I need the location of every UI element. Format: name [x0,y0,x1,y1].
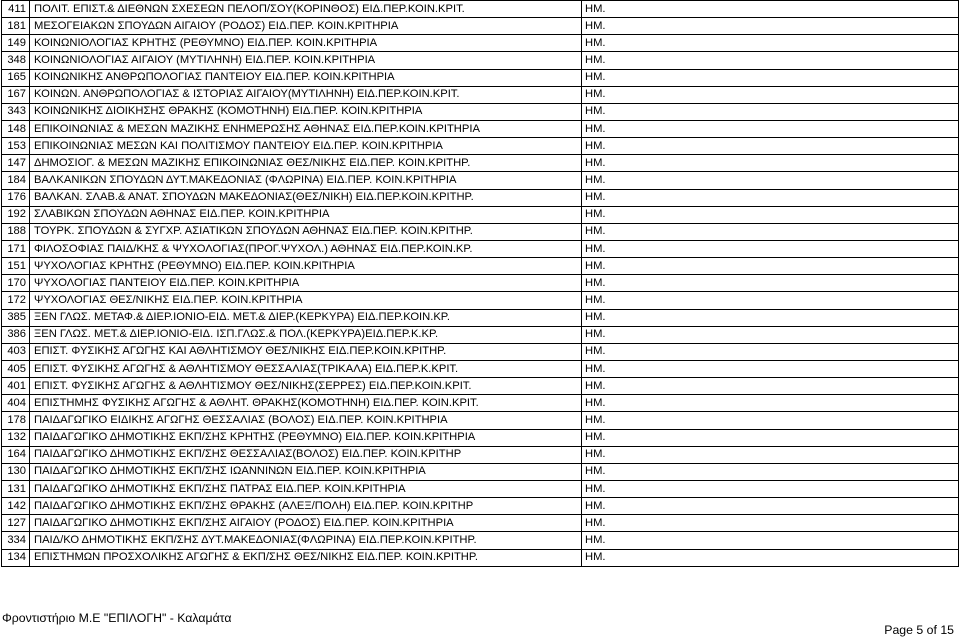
department-code: 385 [2,309,30,326]
department-name: ΕΠΙΣΤ. ΦΥΣΙΚΗΣ ΑΓΩΓΗΣ & ΑΘΛΗΤΙΣΜΟΥ ΘΕΣΣΑΛΙΑΣ(ΤΡΙΚΑΛΑ) ΕΙΔ.ΠΕΡ.Κ.ΚΡΙΤ. [30,360,582,377]
department-name: ΠΟΛΙΤ. ΕΠΙΣΤ.& ΔΙΕΘΝΩΝ ΣΧΕΣΕΩΝ ΠΕΛΟΠ/ΣΟΥ(ΚΟΡΙΝΘΟΣ) ΕΙΔ.ΠΕΡ.ΚΟΙΝ.ΚΡΙΤ. [30,1,582,18]
department-note: ΗΜ. [582,549,959,566]
department-name: ΕΠΙΚΟΙΝΩΝΙΑΣ & ΜΕΣΩΝ ΜΑΖΙΚΗΣ ΕΝΗΜΕΡΩΣΗΣ ΑΘΗΝΑΣ ΕΙΔ.ΠΕΡ.ΚΟΙΝ.ΚΡΙΤΗΡΙΑ [30,120,582,137]
table-row [2,326,959,343]
department-name: ΕΠΙΣΤΗΜΗΣ ΦΥΣΙΚΗΣ ΑΓΩΓΗΣ & ΑΘΛΗΤ. ΘΡΑΚΗΣ(ΚΟΜΟΤΗΝΗ) ΕΙΔ.ΠΕΡ. ΚΟΙΝ.ΚΡΙΤ. [30,395,582,412]
department-note: ΗΜ. [582,446,959,463]
table-row [2,155,959,172]
table-row [2,446,959,463]
department-name: ΠΑΙΔΑΓΩΓΙΚΟ ΔΗΜΟΤΙΚΗΣ ΕΚΠ/ΣΗΣ ΙΩΑΝΝΙΝΩΝ ΕΙΔ.ΠΕΡ. ΚΟΙΝ.ΚΡΙΤΗΡΙΑ [30,463,582,480]
department-code: 147 [2,155,30,172]
table-row [2,223,959,240]
department-name: ΞΕΝ ΓΛΩΣ. ΜΕΤ.& ΔΙΕΡ.ΙΟΝΙΟ-ΕΙΔ. ΙΣΠ.ΓΛΩΣ.& ΠΟΛ.(ΚΕΡΚΥΡΑ)ΕΙΔ.ΠΕΡ.Κ.ΚΡ. [30,326,582,343]
department-code: 164 [2,446,30,463]
table-row [2,52,959,69]
department-name: ΕΠΙΣΤ. ΦΥΣΙΚΗΣ ΑΓΩΓΗΣ & ΑΘΛΗΤΙΣΜΟΥ ΘΕΣ/ΝΙΚΗΣ(ΣΕΡΡΕΣ) ΕΙΔ.ΠΕΡ.ΚΟΙΝ.ΚΡΙΤ. [30,378,582,395]
department-note: ΗΜ. [582,498,959,515]
table-row [2,206,959,223]
table-row [2,463,959,480]
department-code: 171 [2,240,30,257]
department-code: 134 [2,549,30,566]
department-note: ΗΜ. [582,378,959,395]
department-note: ΗΜ. [582,326,959,343]
department-note: ΗΜ. [582,103,959,120]
department-note: ΗΜ. [582,463,959,480]
department-name: ΠΑΙΔΑΓΩΓΙΚΟ ΔΗΜΟΤΙΚΗΣ ΕΚΠ/ΣΗΣ ΠΑΤΡΑΣ ΕΙΔ.ΠΕΡ. ΚΟΙΝ.ΚΡΙΤΗΡΙΑ [30,480,582,497]
department-code: 334 [2,532,30,549]
department-name: ΤΟΥΡΚ. ΣΠΟΥΔΩΝ & ΣΥΓΧΡ. ΑΣΙΑΤΙΚΩΝ ΣΠΟΥΔΩΝ ΑΘΗΝΑΣ ΕΙΔ.ΠΕΡ. ΚΟΙΝ.ΚΡΙΤΗΡ. [30,223,582,240]
department-code: 172 [2,292,30,309]
table-row [2,275,959,292]
department-code: 348 [2,52,30,69]
department-note: ΗΜ. [582,155,959,172]
department-code: 142 [2,498,30,515]
department-name: ΕΠΙΚΟΙΝΩΝΙΑΣ ΜΕΣΩΝ ΚΑΙ ΠΟΛΙΤΙΣΜΟΥ ΠΑΝΤΕΙΟΥ ΕΙΔ.ΠΕΡ. ΚΟΙΝ.ΚΡΙΤΗΡΙΑ [30,138,582,155]
table-row [2,395,959,412]
table-row [2,138,959,155]
table-row [2,343,959,360]
table-row [2,515,959,532]
table-row [2,240,959,257]
table-row [2,103,959,120]
department-name: ΣΛΑΒΙΚΩΝ ΣΠΟΥΔΩΝ ΑΘΗΝΑΣ ΕΙΔ.ΠΕΡ. ΚΟΙΝ.ΚΡΙΤΗΡΙΑ [30,206,582,223]
department-note: ΗΜ. [582,309,959,326]
table-row [2,549,959,566]
department-name: ΚΟΙΝΩΝ. ΑΝΘΡΩΠΟΛΟΓΙΑΣ & ΙΣΤΟΡΙΑΣ ΑΙΓΑΙΟΥ(ΜΥΤΙΛΗΝΗ) ΕΙΔ.ΠΕΡ.ΚΟΙΝ.ΚΡΙΤ. [30,86,582,103]
department-note: ΗΜ. [582,258,959,275]
department-code: 181 [2,18,30,35]
department-note: ΗΜ. [582,532,959,549]
department-code: 176 [2,189,30,206]
department-name: ΨΥΧΟΛΟΓΙΑΣ ΘΕΣ/ΝΙΚΗΣ ΕΙΔ.ΠΕΡ. ΚΟΙΝ.ΚΡΙΤΗΡΙΑ [30,292,582,309]
department-code: 151 [2,258,30,275]
table-row [2,498,959,515]
department-code: 170 [2,275,30,292]
department-note: ΗΜ. [582,429,959,446]
department-name: ΕΠΙΣΤ. ΦΥΣΙΚΗΣ ΑΓΩΓΗΣ ΚΑΙ ΑΘΛΗΤΙΣΜΟΥ ΘΕΣ/ΝΙΚΗΣ ΕΙΔ.ΠΕΡ.ΚΟΙΝ.ΚΡΙΤΗΡ. [30,343,582,360]
footer-school-name: Φροντιστήριο Μ.Ε "ΕΠΙΛΟΓΗ" - Καλαμάτα [2,611,232,625]
table-row [2,18,959,35]
table-row [2,480,959,497]
table-row [2,258,959,275]
department-code: 148 [2,120,30,137]
department-note: ΗΜ. [582,120,959,137]
table-row [2,189,959,206]
department-name: ΠΑΙΔ/ΚΟ ΔΗΜΟΤΙΚΗΣ ΕΚΠ/ΣΗΣ ΔΥΤ.ΜΑΚΕΔΟΝΙΑΣ(ΦΛΩΡΙΝΑ) ΕΙΔ.ΠΕΡ.ΚΟΙΝ.ΚΡΙΤΗΡ. [30,532,582,549]
department-note: ΗΜ. [582,189,959,206]
department-code: 167 [2,86,30,103]
department-code: 403 [2,343,30,360]
department-name: ΔΗΜΟΣΙΟΓ. & ΜΕΣΩΝ ΜΑΖΙΚΗΣ ΕΠΙΚΟΙΝΩΝΙΑΣ ΘΕΣ/ΝΙΚΗΣ ΕΙΔ.ΠΕΡ. ΚΟΙΝ.ΚΡΙΤΗΡ. [30,155,582,172]
department-code: 405 [2,360,30,377]
department-code: 149 [2,35,30,52]
table-row [2,120,959,137]
department-note: ΗΜ. [582,18,959,35]
table-row [2,378,959,395]
department-note: ΗΜ. [582,412,959,429]
department-name: ΠΑΙΔΑΓΩΓΙΚΟ ΔΗΜΟΤΙΚΗΣ ΕΚΠ/ΣΗΣ ΑΙΓΑΙΟΥ (ΡΟΔΟΣ) ΕΙΔ.ΠΕΡ. ΚΟΙΝ.ΚΡΙΤΗΡΙΑ [30,515,582,532]
department-note: ΗΜ. [582,395,959,412]
department-name: ΠΑΙΔΑΓΩΓΙΚΟ ΔΗΜΟΤΙΚΗΣ ΕΚΠ/ΣΗΣ ΘΡΑΚΗΣ (ΑΛΕΞ/ΠΟΛΗ) ΕΙΔ.ΠΕΡ. ΚΟΙΝ.ΚΡΙΤΗΡ [30,498,582,515]
department-note: ΗΜ. [582,1,959,18]
department-name: ΦΙΛΟΣΟΦΙΑΣ ΠΑΙΔ/ΚΗΣ & ΨΥΧΟΛΟΓΙΑΣ(ΠΡΟΓ.ΨΥΧΟΛ.) ΑΘΗΝΑΣ ΕΙΔ.ΠΕΡ.ΚΟΙΝ.ΚΡ. [30,240,582,257]
departments-table-body [2,1,959,567]
department-name: ΜΕΣΟΓΕΙΑΚΩΝ ΣΠΟΥΔΩΝ ΑΙΓΑΙΟΥ (ΡΟΔΟΣ) ΕΙΔ.ΠΕΡ. ΚΟΙΝ.ΚΡΙΤΗΡΙΑ [30,18,582,35]
department-code: 404 [2,395,30,412]
department-note: ΗΜ. [582,206,959,223]
table-row [2,292,959,309]
footer-page-number: Page 5 of 15 [884,623,954,637]
department-name: ΚΟΙΝΩΝΙΚΗΣ ΑΝΘΡΩΠΟΛΟΓΙΑΣ ΠΑΝΤΕΙΟΥ ΕΙΔ.ΠΕΡ. ΚΟΙΝ.ΚΡΙΤΗΡΙΑ [30,69,582,86]
department-name: ΠΑΙΔΑΓΩΓΙΚΟ ΕΙΔΙΚΗΣ ΑΓΩΓΗΣ ΘΕΣΣΑΛΙΑΣ (ΒΟΛΟΣ) ΕΙΔ.ΠΕΡ. ΚΟΙΝ.ΚΡΙΤΗΡΙΑ [30,412,582,429]
department-note: ΗΜ. [582,275,959,292]
department-code: 401 [2,378,30,395]
departments-table [1,0,959,567]
department-note: ΗΜ. [582,69,959,86]
table-row [2,35,959,52]
department-code: 165 [2,69,30,86]
department-code: 132 [2,429,30,446]
department-note: ΗΜ. [582,223,959,240]
table-row [2,309,959,326]
table-row [2,532,959,549]
department-code: 411 [2,1,30,18]
department-note: ΗΜ. [582,360,959,377]
department-note: ΗΜ. [582,515,959,532]
department-name: ΨΥΧΟΛΟΓΙΑΣ ΚΡΗΤΗΣ (ΡΕΘΥΜΝΟ) ΕΙΔ.ΠΕΡ. ΚΟΙΝ.ΚΡΙΤΗΡΙΑ [30,258,582,275]
department-name: ΚΟΙΝΩΝΙΟΛΟΓΙΑΣ ΑΙΓΑΙΟΥ (ΜΥΤΙΛΗΝΗ) ΕΙΔ.ΠΕΡ. ΚΟΙΝ.ΚΡΙΤΗΡΙΑ [30,52,582,69]
department-note: ΗΜ. [582,86,959,103]
department-note: ΗΜ. [582,343,959,360]
table-row [2,172,959,189]
department-note: ΗΜ. [582,52,959,69]
department-code: 188 [2,223,30,240]
department-code: 386 [2,326,30,343]
department-name: ΨΥΧΟΛΟΓΙΑΣ ΠΑΝΤΕΙΟΥ ΕΙΔ.ΠΕΡ. ΚΟΙΝ.ΚΡΙΤΗΡΙΑ [30,275,582,292]
table-row [2,69,959,86]
department-name: ΚΟΙΝΩΝΙΟΛΟΓΙΑΣ ΚΡΗΤΗΣ (ΡΕΘΥΜΝΟ) ΕΙΔ.ΠΕΡ. ΚΟΙΝ.ΚΡΙΤΗΡΙΑ [30,35,582,52]
department-note: ΗΜ. [582,138,959,155]
department-note: ΗΜ. [582,35,959,52]
table-row [2,360,959,377]
department-note: ΗΜ. [582,480,959,497]
department-note: ΗΜ. [582,292,959,309]
table-row [2,429,959,446]
table-row [2,1,959,18]
department-name: ΠΑΙΔΑΓΩΓΙΚΟ ΔΗΜΟΤΙΚΗΣ ΕΚΠ/ΣΗΣ ΘΕΣΣΑΛΙΑΣ(ΒΟΛΟΣ) ΕΙΔ.ΠΕΡ. ΚΟΙΝ.ΚΡΙΤΗΡ [30,446,582,463]
department-name: ΒΑΛΚΑΝ. ΣΛΑΒ.& ΑΝΑΤ. ΣΠΟΥΔΩΝ ΜΑΚΕΔΟΝΙΑΣ(ΘΕΣ/ΝΙΚΗ) ΕΙΔ.ΠΕΡ.ΚΟΙΝ.ΚΡΙΤΗΡ. [30,189,582,206]
department-code: 184 [2,172,30,189]
department-name: ΠΑΙΔΑΓΩΓΙΚΟ ΔΗΜΟΤΙΚΗΣ ΕΚΠ/ΣΗΣ ΚΡΗΤΗΣ (ΡΕΘΥΜΝΟ) ΕΙΔ.ΠΕΡ. ΚΟΙΝ.ΚΡΙΤΗΡΙΑ [30,429,582,446]
department-code: 153 [2,138,30,155]
department-code: 130 [2,463,30,480]
department-code: 178 [2,412,30,429]
department-note: ΗΜ. [582,172,959,189]
department-code: 343 [2,103,30,120]
department-note: ΗΜ. [582,240,959,257]
table-row [2,412,959,429]
department-code: 127 [2,515,30,532]
department-name: ΚΟΙΝΩΝΙΚΗΣ ΔΙΟΙΚΗΣΗΣ ΘΡΑΚΗΣ (ΚΟΜΟΤΗΝΗ) ΕΙΔ.ΠΕΡ. ΚΟΙΝ.ΚΡΙΤΗΡΙΑ [30,103,582,120]
table-row [2,86,959,103]
department-name: ΒΑΛΚΑΝΙΚΩΝ ΣΠΟΥΔΩΝ ΔΥΤ.ΜΑΚΕΔΟΝΙΑΣ (ΦΛΩΡΙΝΑ) ΕΙΔ.ΠΕΡ. ΚΟΙΝ.ΚΡΙΤΗΡΙΑ [30,172,582,189]
department-name: ΞΕΝ ΓΛΩΣ. ΜΕΤΑΦ.& ΔΙΕΡ.ΙΟΝΙΟ-ΕΙΔ. ΜΕΤ.& ΔΙΕΡ.(ΚΕΡΚΥΡΑ) ΕΙΔ.ΠΕΡ.ΚΟΙΝ.ΚΡ. [30,309,582,326]
department-code: 131 [2,480,30,497]
department-code: 192 [2,206,30,223]
department-name: ΕΠΙΣΤΗΜΩΝ ΠΡΟΣΧΟΛΙΚΗΣ ΑΓΩΓΗΣ & ΕΚΠ/ΣΗΣ ΘΕΣ/ΝΙΚΗΣ ΕΙΔ.ΠΕΡ. ΚΟΙΝ.ΚΡΙΤΗΡ. [30,549,582,566]
